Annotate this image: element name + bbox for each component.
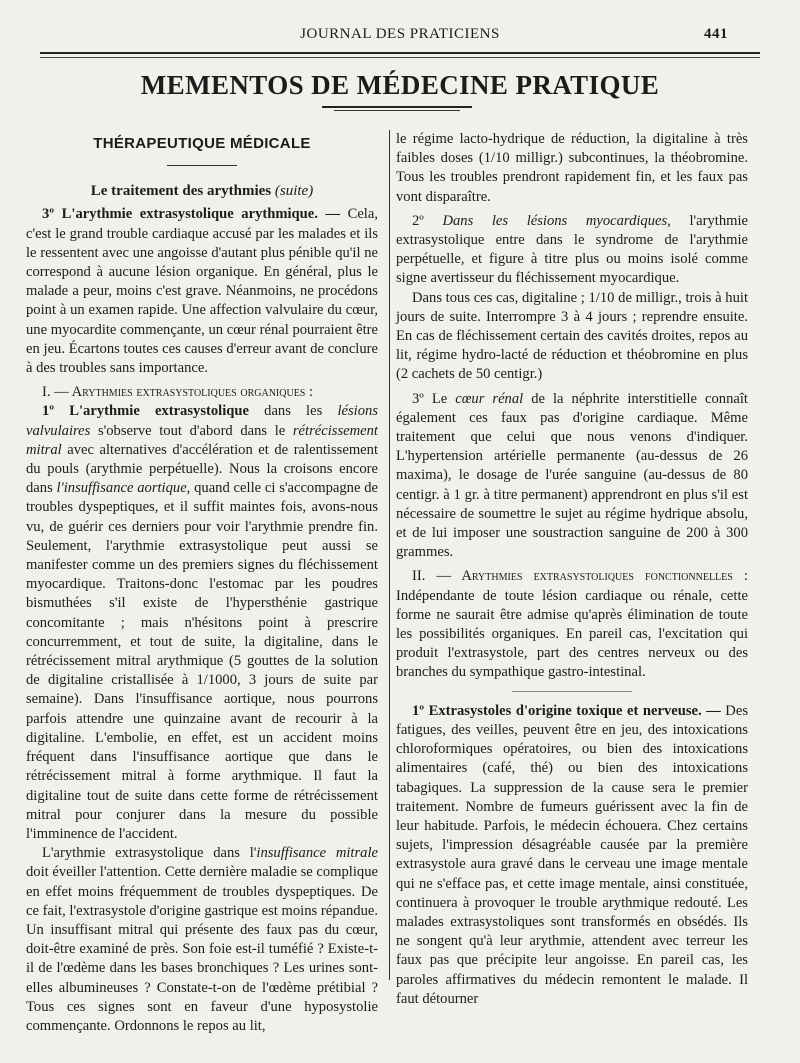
paragraph-lead: 2º <box>412 212 424 229</box>
subheading-text: I. — Arythmies extrasystoliques organiques : <box>42 384 314 401</box>
section-title: MEMENTOS DE MÉDECINE PRATIQUE <box>140 70 660 100</box>
paragraph <box>396 567 748 682</box>
paragraph-lead: 3º Le <box>412 390 448 407</box>
paragraph-text: quand celle ci s'accompagne de troubles dyspeptiques, et il suffit maintes fois, avons-nous vu, de guérir ces derniers pour voir l'arythmie prendre fin. Seulement, l'arythmie extrasystolique peut aussi se manifester comme un des premiers signes du fléchissement myocardique. Traitons-donc l'estomac par les poudres bismuthées s'il existe de l'hypersthénie gastrique concomitante ; mais n'hésitons point à prescrire concurremment, et tout de suite, la digitaline, dans le rétrécissement mitral arythmique (5 gouttes de la solution de digitaline cristallisée à 1/1000, 3 jours de suite par semaine). Dans l'insuffisance aortique, nous pourrons parfois attendre une quinzaine avant de recourir à la digitaline. L'embolie, en effet, est un accident moins fréquent dans l'insuffisance aortique que dans le rétrécissement mitral à forme arythmique. Il faut la digitaline tout de suite dans cette forme de rétrécissement mitral pour conjurer dans la mesure du possible l'imminence de l'accident. <box>26 480 378 842</box>
paragraph <box>26 844 378 1036</box>
article-title <box>26 182 378 201</box>
paragraph <box>396 212 748 289</box>
article-title-text: Le traitement des arythmies <box>90 183 272 200</box>
paragraph-text: dans les <box>264 403 323 420</box>
paragraph-text: de la néphrite interstitielle connaît également ces faux pas d'origine cardiaque. Même traitement que celui que nous venons d'indiquer. L'hypertension artérielle permanente (au-dessus de 26 maxima), le dosage de l'urée sanguine (au-dessus de 80 centigr. à 1 gr. à titre permanent) apprendront en plus s'il est nécessaire de soumettre le sujet au régime hydrique absolu, et de lui imposer une soustraction sanguine de 200 à 300 grammes. <box>396 390 748 561</box>
paragraph <box>396 130 748 207</box>
paragraph-text: Des fatigues, des veilles, peuvent être en jeu, des intoxications chloroformiques opératoires, ou bien des intoxications alimentaires (café, thé) ou bien des intoxications tabagiques. La suppression de la cause sera le premier traitement. Nombre de fumeurs guérissent avec la fin de leur habitude. Parfois, le médecin échouera. Chez certains sujets, l'impression désagréable causée par la première extrasystole aura gravé dans le cerveau une image mentale qui ne s'efface pas, et cette image mentale, ainsi constituée, continuera à provoquer le trouble arythmique redouté. Les malades extrasystoliques sont transformés en obsédés. Ils ne songent qu'à leur arythmie, attendent avec terreur les faux pas que précipite leur angoisse. En pareil cas, les paroles affirmatives du médecin remontent le malade. Il faut détourner <box>396 702 748 1007</box>
page-number: 441 <box>704 26 728 42</box>
section-separator <box>512 691 632 692</box>
paragraph-text: Cela, c'est le grand trouble cardiaque accusé par les malades et ils le ressentent avec une angoisse d'autant plus pénible qu'il ne correspond à aucune lésion organique. En général, plus le malade a peur, moins c'est grave. Néanmoins, ne procédons point à un examen rapide. Une affection valvulaire du cœur, une myocardite commençante, un cœur rénal pourraient être en jeu. Écartons toutes ces causes d'erreur avant de conclure à des troubles sans importance. <box>26 206 378 377</box>
italic-term: rétrécissement mitral <box>26 422 378 458</box>
subheading <box>26 383 378 402</box>
paragraph-lead: 1º Extrasystoles d'origine toxique et nerveuse. — <box>412 702 721 719</box>
paragraph <box>26 402 378 844</box>
paragraph-lead: 1º L'arythmie extrasystolique <box>42 403 249 420</box>
left-column <box>26 130 378 1036</box>
italic-term: cœur rénal <box>455 390 524 407</box>
italic-term: l'insuffisance aortique, <box>56 480 191 497</box>
right-column <box>396 130 748 1009</box>
rubric-heading: THÉRAPEUTIQUE MÉDICALE <box>93 135 311 152</box>
running-head <box>0 26 800 46</box>
italic-term: lésions valvulaires <box>26 403 378 439</box>
title-rule-thin <box>334 110 460 111</box>
paragraph-text: Indépendante de toute lésion cardiaque ou rénale, cette forme ne saurait être admise qu'après élimination de toute les possibilités organiques. En pareil cas, l'excitation qui produit l'extrasystole, part des centres nerveux ou des branches du sympathique gastro-intestinal. <box>396 587 748 681</box>
italic-term: insuffisance mitrale <box>256 845 378 862</box>
paragraph-text: Dans tous ces cas, digitaline ; 1/10 de milligr., trois à huit jours de suite. Interrompre 3 à 4 jours ; reprendre ensuite. En cas de fléchissement certain des cavités droites, repos au lit, régime hydro-lacté de réduction et théobromine en plus (2 cachets de 50 centigr.) <box>396 289 748 383</box>
paragraph-text: l'arythmie extrasystolique entre dans le syndrome de l'arythmie perpétuelle, et figure à titre plus ou moins isolé comme signe avertisseur du fléchissement myocardique. <box>396 212 749 287</box>
paragraph-text: doit éveiller l'attention. Cette dernière maladie se complique en effet moins fréquemment de troubles dyspeptiques. De ce fait, l'extrasystole d'origine gastrique est moins répandue. Un insuffisant mitral qui présente des faux pas du cœur, doit-être examiné de près. Son foie est-il tuméfié ? Existe-t-il de l'œdème dans les bases bronchiques ? Les urines sont-elles albumineuses ? Constate-t-on de l'œdème prétibial ? Tous ces signes sont en faveur d'une hyposystolie commençante. Ordonnons le repos au lit, <box>26 864 378 1034</box>
paragraph-text: L'arythmie extrasystolique dans l' <box>42 845 257 862</box>
paragraph <box>396 702 748 1009</box>
subheading-text: II. — Arythmies extrasystoliques fonctionnelles : <box>412 568 748 585</box>
paragraph-text: le régime lacto-hydrique de réduction, la digitaline à très faibles doses (1/10 milligr.) subcontinues, la théobromine. Tous les troubles prendront rapidement fin, et les faux pas vont disparaître. <box>396 131 748 205</box>
paragraph-text: avec alternatives d'accélération et de ralentissement du pouls (arythmie perpétuelle). Nous la croisons encore dans <box>26 441 378 497</box>
paragraph <box>396 289 748 385</box>
paragraph-lead: 3º L'arythmie extrasystolique arythmique. — <box>42 206 341 223</box>
article-title-suite: (suite) <box>274 183 314 200</box>
paragraph <box>26 205 378 378</box>
rubric-rule <box>167 165 237 166</box>
journal-title: JOURNAL DES PRATICIENS <box>300 26 500 42</box>
header-rule-thin <box>40 57 760 58</box>
column-divider <box>389 130 390 980</box>
header-rule <box>40 52 760 54</box>
paragraph-text: s'observe tout d'abord dans le <box>97 422 286 439</box>
paragraph <box>396 390 748 563</box>
italic-term: Dans les lésions myocardiques, <box>442 212 671 229</box>
title-rule <box>322 106 472 108</box>
